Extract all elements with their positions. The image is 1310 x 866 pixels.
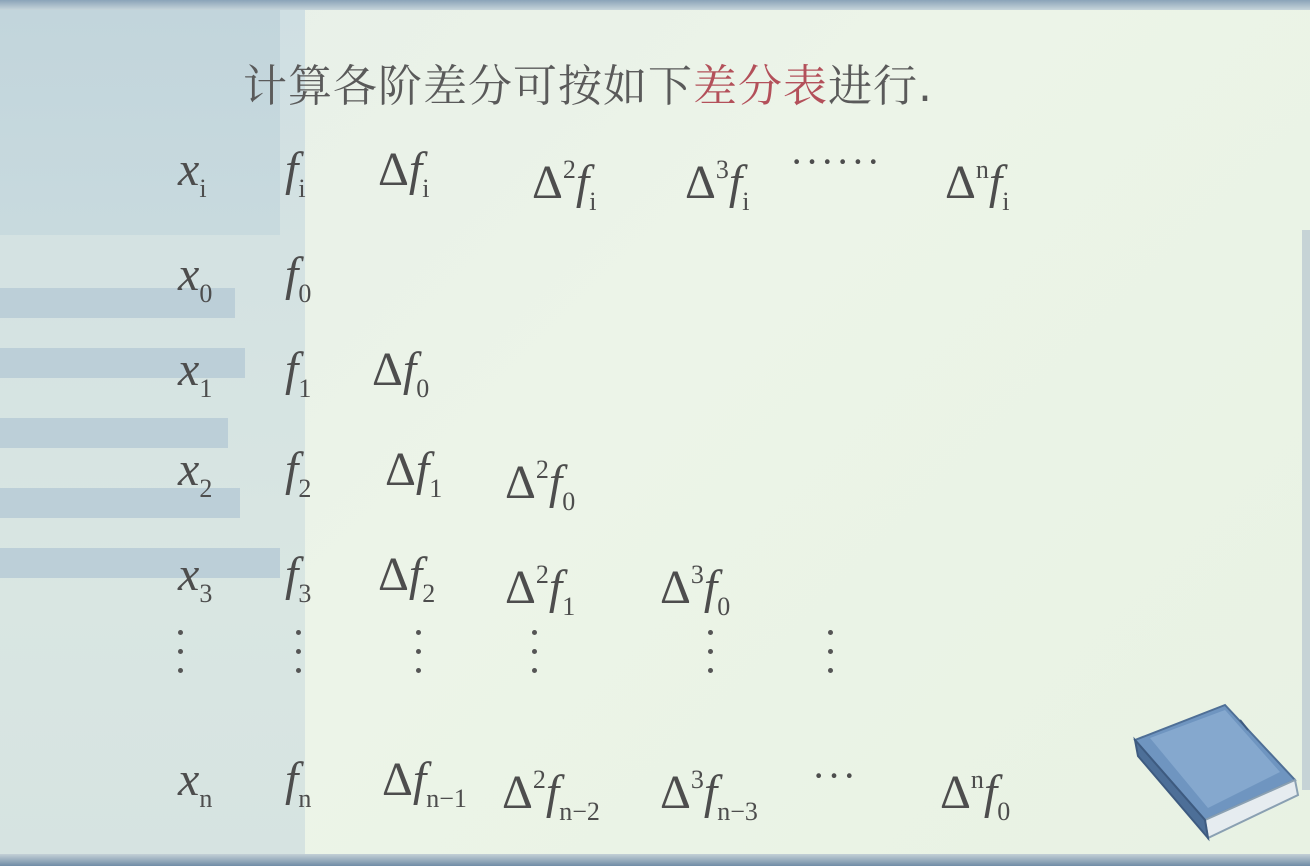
vertical-ellipsis [704,630,716,690]
table-row-last [0,750,1310,826]
table-row [0,545,1310,621]
cell-d1: $\Delta f_2$ [378,548,436,608]
vertical-ellipsis [292,630,304,690]
cell-d2: $\Delta^2f_{n-2}$ [502,765,600,826]
vertical-ellipsis [174,630,186,690]
slide-title [243,50,933,114]
cell-f: $f_3$ [285,548,312,608]
vertical-ellipsis [412,630,424,690]
header-ellipsis: ······ [790,139,882,184]
table-row [0,340,1310,410]
cell-f: $f_n$ [285,753,312,813]
cell-x: $x_1$ [178,343,213,403]
cell-d3: $\Delta^3f_0$ [660,560,731,621]
cell-d2: $\Delta^2f_1$ [505,560,576,621]
cell-d3: $\Delta^3f_{n-3}$ [660,765,758,826]
title-prefix: 计算各阶差分可按如下 [243,61,693,112]
cell-f: $f_0$ [285,248,312,308]
cell-x: $x_2$ [178,443,213,503]
cell-x: $x_0$ [178,248,213,308]
table-row [0,245,1310,315]
cell-dn: $\Delta^nf_0$ [940,765,1011,826]
cell-f: $f_1$ [285,343,312,403]
table-row [0,440,1310,516]
header-d3: $\Delta^3f_i$ [685,155,750,216]
bottom-band [0,854,1310,866]
vertical-ellipsis [528,630,540,690]
header-d1: $\Delta f_i$ [378,143,430,203]
header-x: $x_i$ [178,143,207,203]
cell-d1: $\Delta f_{n-1}$ [382,753,467,813]
cell-x: $x_n$ [178,753,213,813]
last-row-ellipsis: ··· [812,753,858,798]
header-d2: $\Delta^2f_i$ [532,155,597,216]
cell-d1: $\Delta f_0$ [372,343,430,403]
cell-d2: $\Delta^2f_0$ [505,455,576,516]
left-decorative-panel [0,10,305,855]
cell-x: $x_3$ [178,548,213,608]
title-suffix: 进行. [828,61,933,112]
vertical-ellipsis [824,630,836,690]
top-band [0,0,1310,10]
title-highlight: 差分表 [693,61,828,112]
cell-d1: $\Delta f_1$ [385,443,443,503]
header-dn: $\Delta^nf_i$ [945,155,1010,216]
book-icon [1130,700,1300,850]
header-row [0,139,1310,216]
header-f: $f_i$ [285,143,306,203]
cell-f: $f_2$ [285,443,312,503]
